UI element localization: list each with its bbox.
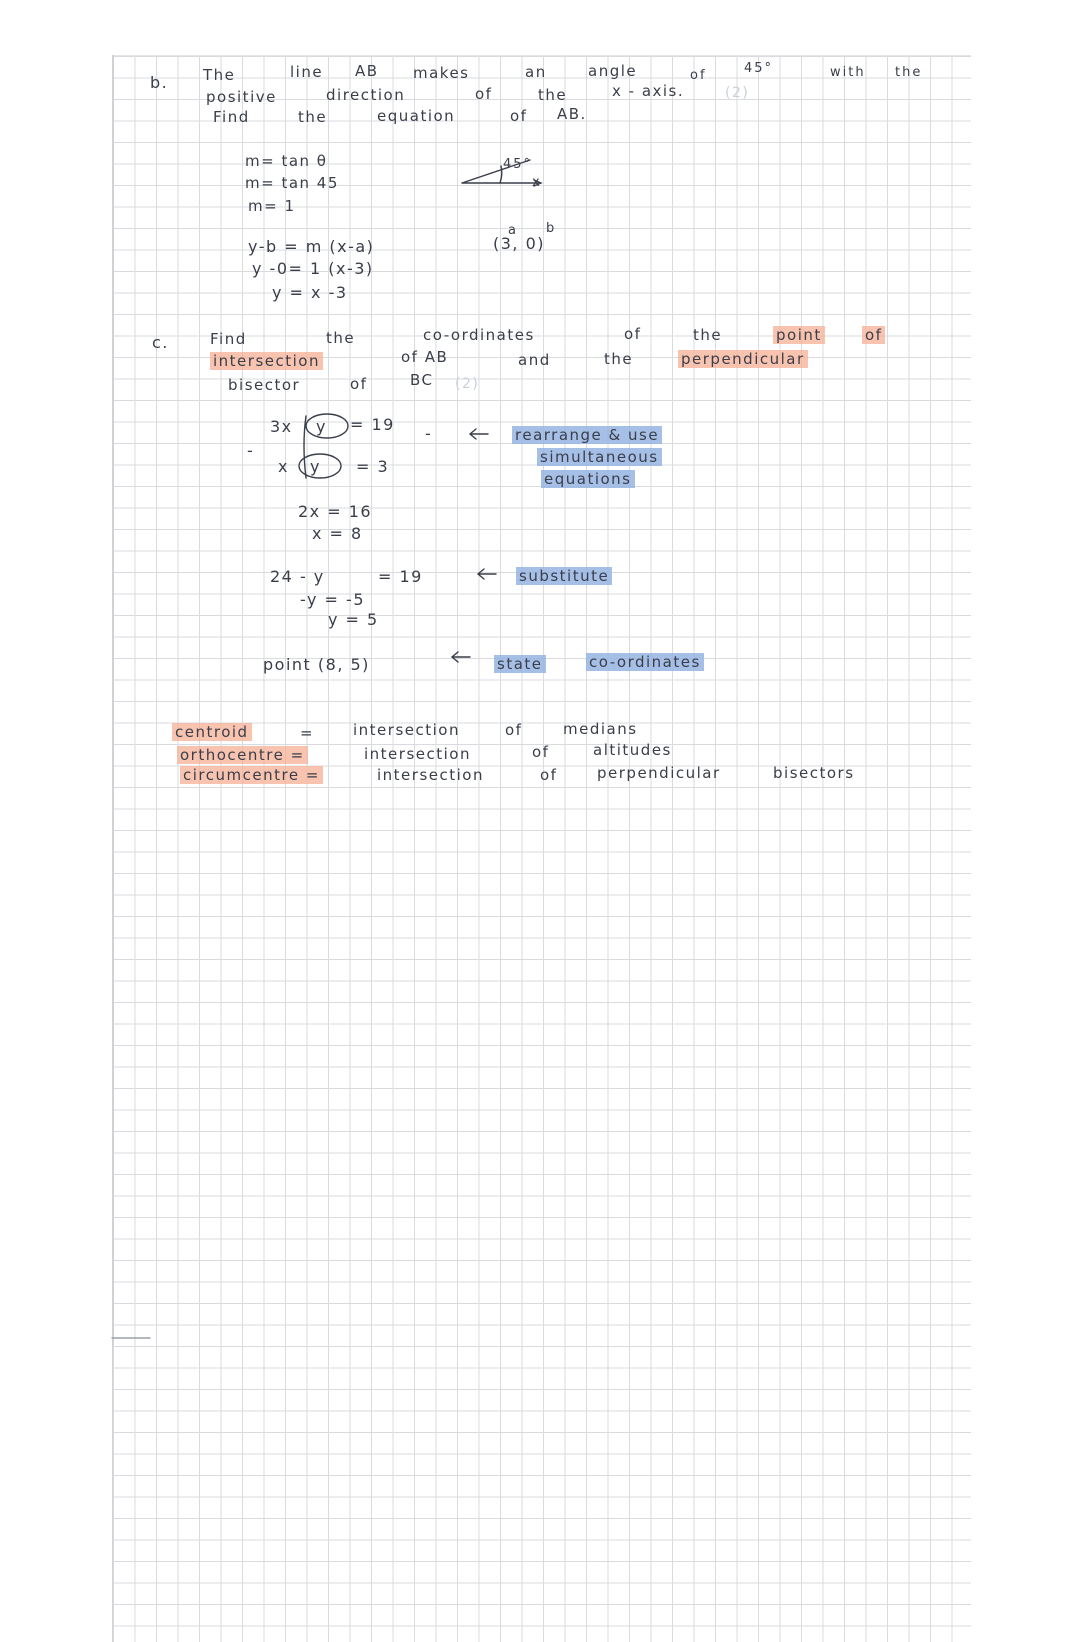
question-word: of AB xyxy=(401,348,449,366)
equation-part: = 19 xyxy=(378,567,423,586)
question-word: of xyxy=(475,85,493,103)
arrow-rearrange xyxy=(470,429,488,439)
question-word: AB xyxy=(355,62,379,80)
diagram-angle: 45° xyxy=(503,157,533,172)
note-highlight: co-ordinates xyxy=(586,653,704,671)
definition-word: of xyxy=(540,766,558,784)
subtract-sign: - xyxy=(425,424,433,443)
question-word: x - axis. xyxy=(612,82,685,100)
question-word: the xyxy=(298,108,328,126)
question-word: the xyxy=(604,350,634,368)
highlighted-word: point xyxy=(773,326,825,344)
working-line: y = x -3 xyxy=(272,283,348,302)
question-word: line xyxy=(290,63,324,81)
question-word: and xyxy=(518,351,551,369)
working-line: m= tan θ xyxy=(245,152,328,170)
question-word: AB. xyxy=(557,105,587,123)
question-word: Find xyxy=(213,108,250,126)
question-word: angle xyxy=(588,62,638,80)
question-word: co-ordinates xyxy=(423,326,535,344)
arrow-substitute xyxy=(478,569,496,579)
equation-part: 24 - y xyxy=(270,567,325,586)
definition-word: of xyxy=(505,721,523,739)
equation-part: = 3 xyxy=(356,457,390,476)
term-orthocentre: orthocentre = xyxy=(177,746,308,764)
arrow-state xyxy=(452,652,470,662)
term-circumcentre: circumcentre = xyxy=(180,766,323,784)
diagram-axis: x xyxy=(532,175,542,190)
diagram-point-label: b xyxy=(546,221,557,236)
highlighted-word: of xyxy=(862,326,885,344)
definition-word: of xyxy=(532,743,550,761)
question-word: makes xyxy=(413,64,470,82)
equation-part: x xyxy=(278,457,289,476)
equation-line: x = 8 xyxy=(312,524,363,543)
part-c-label: c. xyxy=(152,333,169,352)
note-highlight: equations xyxy=(541,470,635,488)
question-word: of xyxy=(624,325,642,343)
question-word: direction xyxy=(326,86,406,104)
subtract-sign: - xyxy=(247,441,255,460)
definition-word: intersection xyxy=(377,766,484,784)
answer-point: point (8, 5) xyxy=(263,655,370,674)
question-word: Find xyxy=(210,330,247,348)
question-word: the xyxy=(538,86,568,104)
equation-line: 2x = 16 xyxy=(298,502,373,521)
question-word: the xyxy=(693,326,723,344)
question-word: with xyxy=(830,65,866,80)
question-word: positive xyxy=(206,88,277,106)
question-word: bisector xyxy=(228,376,301,394)
equation-part: 3x xyxy=(270,417,293,436)
marks-label: (2) xyxy=(455,376,480,392)
working-line: y -0= 1 (x-3) xyxy=(252,259,374,278)
definition-word: medians xyxy=(563,720,638,738)
question-word: The xyxy=(203,66,236,84)
question-word: 45° xyxy=(744,61,774,76)
question-word: BC xyxy=(410,371,434,389)
diagram-point-label: a xyxy=(508,223,518,238)
question-word: of xyxy=(510,107,528,125)
equation-line: y = 5 xyxy=(328,610,379,629)
note-highlight: rearrange & use xyxy=(512,426,662,444)
working-line: m= 1 xyxy=(248,197,296,215)
definition-word: altitudes xyxy=(593,741,672,759)
part-b-label: b. xyxy=(150,73,169,92)
definition-word: bisectors xyxy=(773,764,855,782)
equation-line: -y = -5 xyxy=(300,590,365,609)
definition-word: perpendicular xyxy=(597,764,721,782)
question-word: the xyxy=(326,329,356,347)
note-highlight: substitute xyxy=(516,567,612,585)
question-word: an xyxy=(525,63,547,81)
question-word: of xyxy=(690,68,707,83)
question-word: the xyxy=(895,65,923,80)
equation-part: y xyxy=(310,457,321,476)
working-line: m= tan 45 xyxy=(245,174,339,192)
note-highlight: state xyxy=(494,655,546,673)
note-highlight: simultaneous xyxy=(537,448,662,466)
definition-word: intersection xyxy=(364,745,471,763)
question-word: equation xyxy=(377,107,456,125)
highlighted-word: intersection xyxy=(210,352,323,370)
working-line: y-b = m (x-a) xyxy=(248,237,375,256)
equation-part: = 19 xyxy=(350,415,395,434)
marks-label: (2) xyxy=(725,85,750,101)
highlighted-word: perpendicular xyxy=(678,350,808,368)
question-word: of xyxy=(350,375,368,393)
term-centroid: centroid xyxy=(172,723,252,741)
equation-part: y xyxy=(316,417,327,436)
definition-word: intersection xyxy=(353,721,460,739)
circle-y-1 xyxy=(306,414,348,438)
diagram-point: (3, 0) xyxy=(493,234,546,253)
term-equals: = xyxy=(300,724,315,742)
